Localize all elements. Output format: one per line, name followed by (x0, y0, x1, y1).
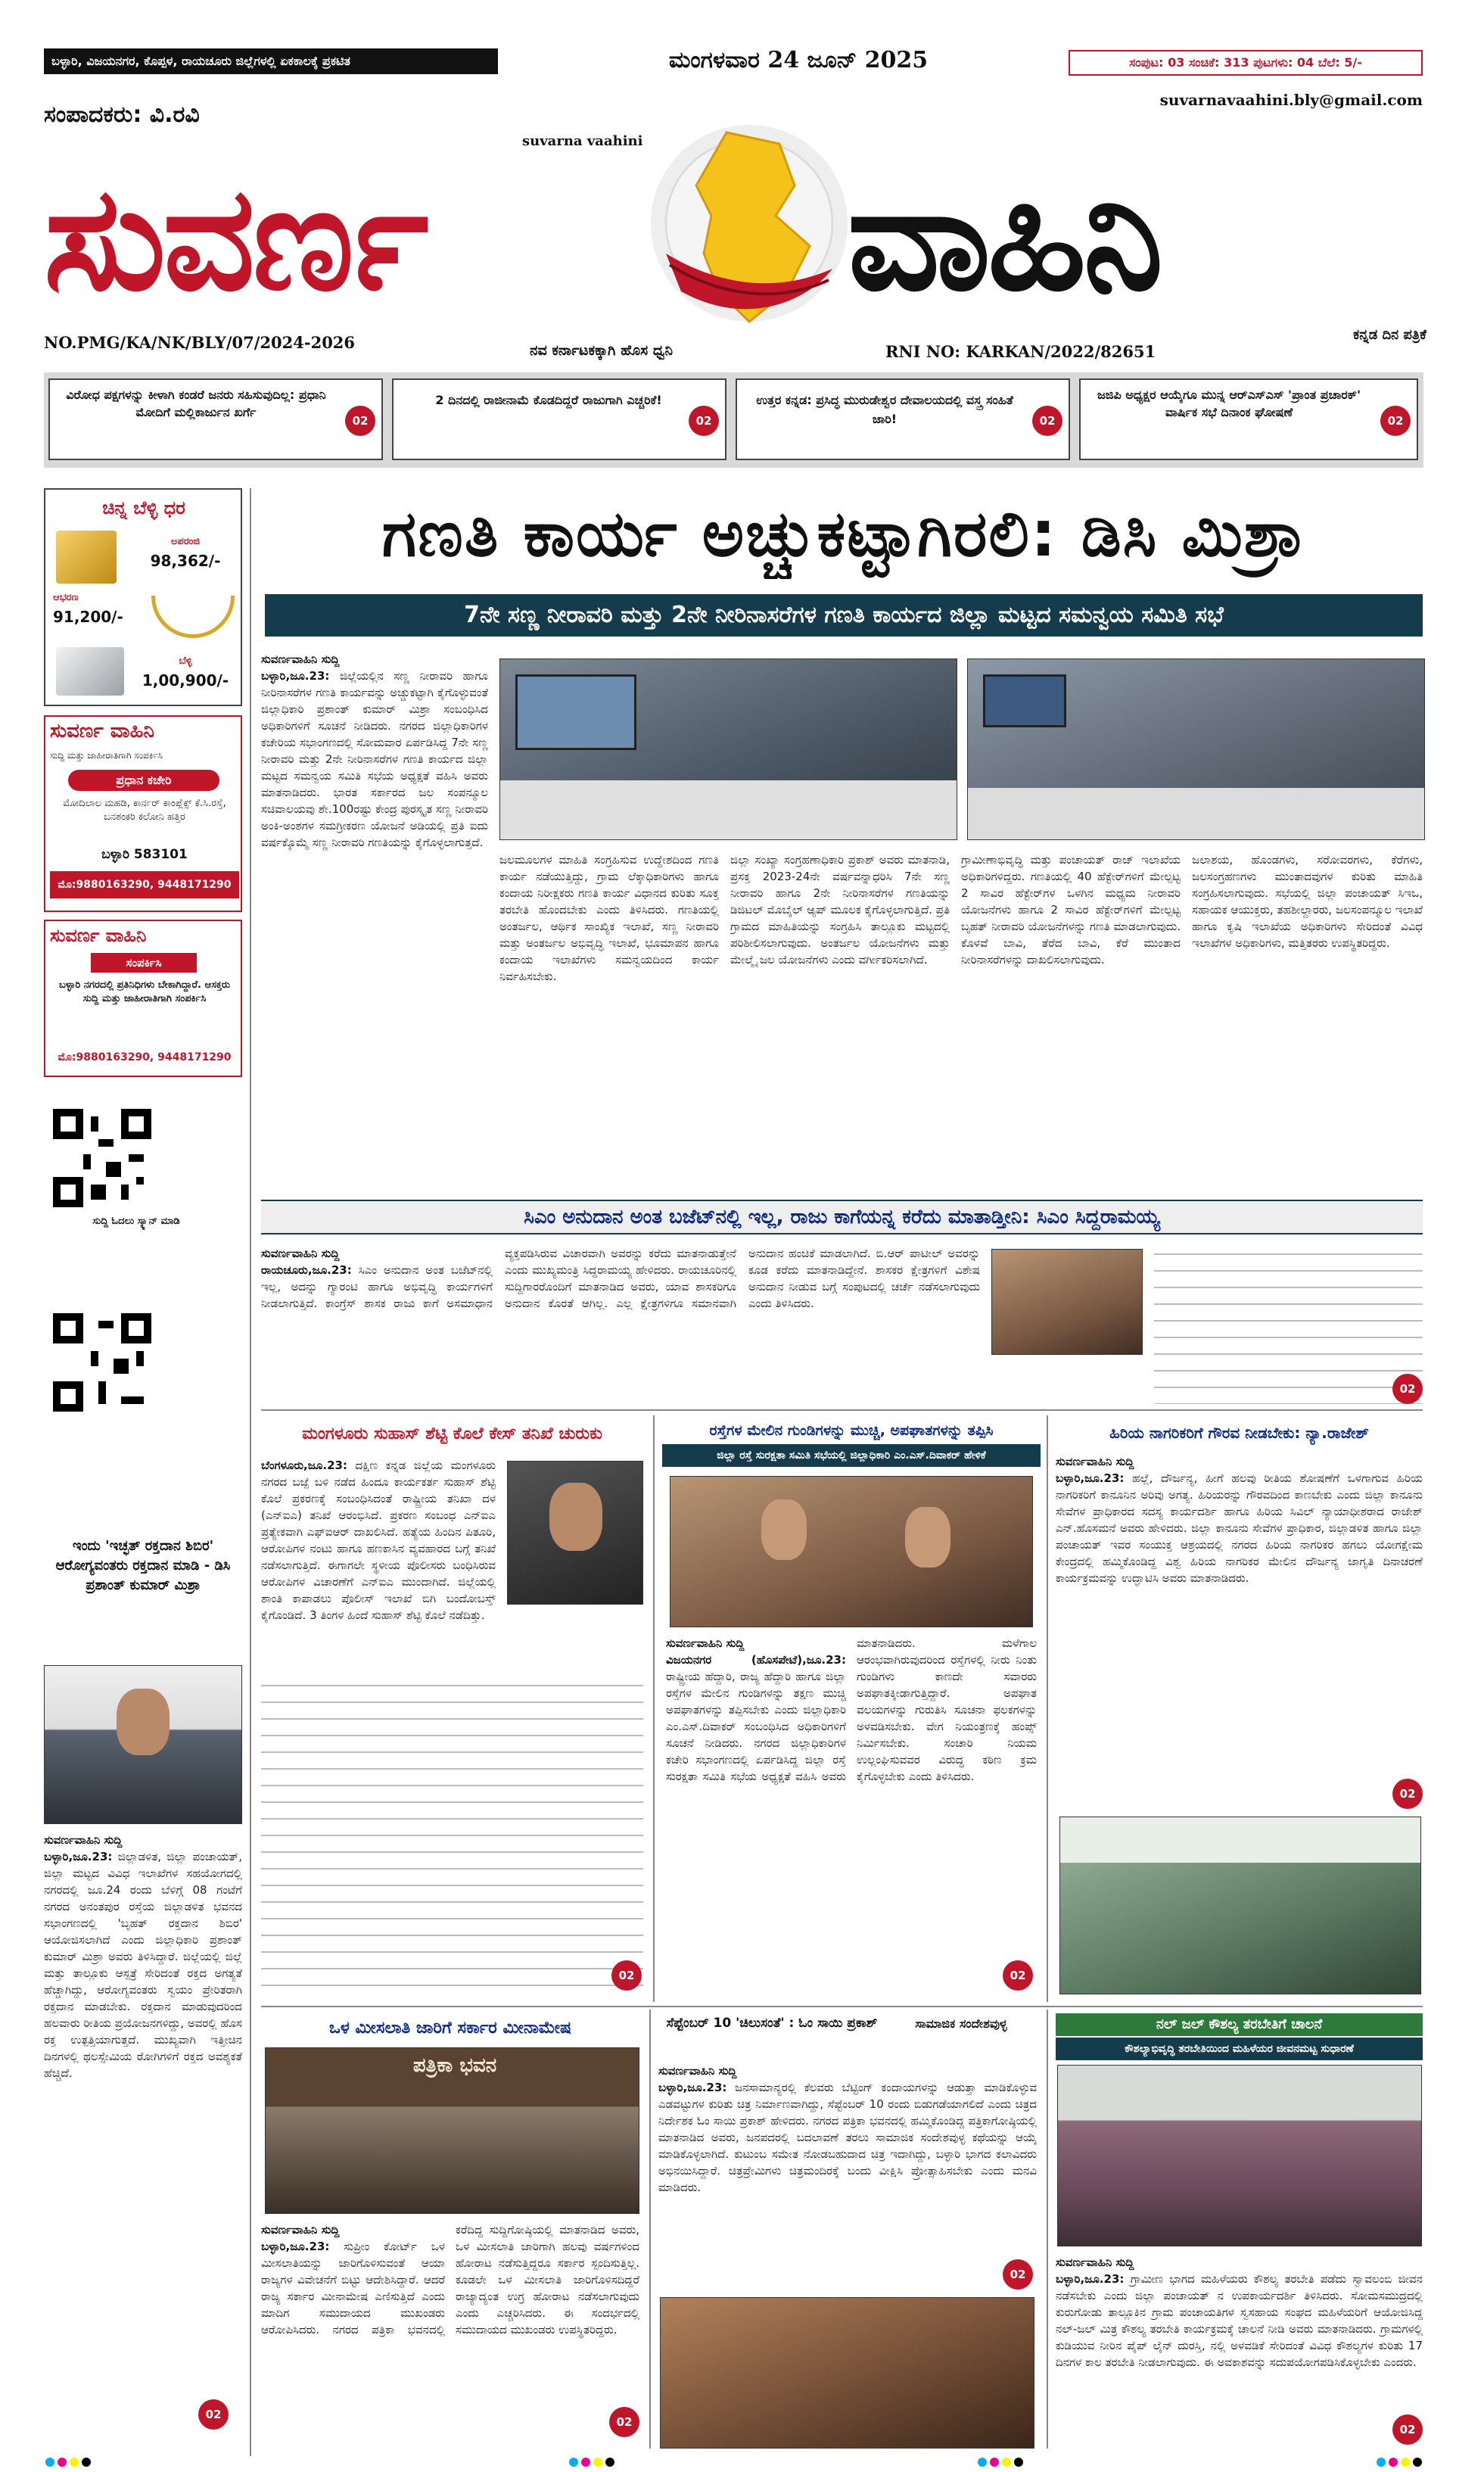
reg-number: NO.PMG/KA/NK/BLY/07/2024-2026 (44, 333, 356, 352)
dateline: ಬಳ್ಳಾರಿ,ಜೂ.23: (261, 2240, 330, 2253)
film-headline-right: ಸಾಮಾಜಿಕ ಸಂದೇಶವುಳ್ಳ (915, 2016, 1007, 2031)
film-headline: ಸೆಪ್ಟೆಂಬರ್ 10 'ಚಿಲುಸಂತೆ' : ಓಂ ಸಾಯಿ ಪ್ರಕಾಶ್ (666, 2016, 878, 2031)
main-subhead: 7ನೇ ಸಣ್ಣ ನೀರಾವರಿ ಮತ್ತು 2ನೇ ನೀರಿನಾಸರೆಗಳ ಗಣತಿ ಕಾರ್ಯದ ಜಿಲ್ಲಾ ಮಟ್ಟದ ಸಮನ್ವಯ ಸಮಿತಿ ಸಭೆ (265, 594, 1423, 637)
skill-headline: ನಲ್ ಜಲ್ ಕೌಶಲ್ಯ ತರಬೇತಿಗೆ ಚಾಲನೆ (1056, 2013, 1423, 2036)
silver-bars-icon (56, 647, 124, 696)
advertisement-contact (44, 715, 242, 912)
dateline: ವಿಜಯನಗರ (ಹೊಸಪೇಟೆ),ಜೂ.23: (666, 1653, 846, 1667)
dateline: ಬೆಂಗಳೂರು,ಜೂ.23: (261, 1459, 347, 1472)
minister-headline: ಒಳ ಮೀಸಲಾತಿ ಜಾರಿಗೆ ಸರ್ಕಾರ ಮೀನಾಮೇಷ (329, 2019, 571, 2038)
ad-brand: ಸುವರ್ಣ ವಾಹಿನಿ (50, 720, 154, 743)
registration-dots-icon (44, 2457, 1423, 2467)
byline: ಸುವರ್ಣವಾಹಿನಿ ಸುದ್ದಿ (261, 1247, 340, 1260)
teaser-strip (44, 372, 1423, 468)
main-story-col4: ಗ್ರಾಮೀಣಾಭಿವೃದ್ಧಿ ಮತ್ತು ಪಂಚಾಯತ್ ರಾಜ್ ಇಲಾಖೆಯ ಅಧಿಕಾರಿಗಳಿದ್ದರು. ಗಣತಿಯಲ್ಲಿ 40 ಹೆಕ್ಟೇರ್‌ಗಳಿಗೆ ಮೇಲ್ಪಟ್ಟ 2 ಸಾವಿರ ಹೆಕ್ಟೇರ್‌ಗಳ ಒಳಗಿನ ಮಧ್ಯಮ ನೀರಾವರಿ ಯೋಜನೆಗಳು ಹಾಗೂ 2 ಸಾವಿರ ಹೆಕ್ಟೇರ್‌ಗಳಿಗೆ ಮೇಲ್ಪಟ್ಟ ಬೃಹತ್ ನೀರಾವರಿ ಯೋಜನೆಗಳನ್ನು ಗಣತಿ ಮಾಡಲಾಗುವುದು. ಕೊಳವೆ ಬಾವಿ, ತೆರೆದ ಬಾವಿ, ಕೆರೆ ಮುಂತಾದ ನೀರಿನಾಸರೆಗಳನ್ನು ದಾಖಲಿಸಲಾಗುವುದು. (961, 853, 1181, 967)
dateline: ಬಳ್ಳಾರಿ,ಜೂ.23: (1056, 1471, 1125, 1485)
senior-headline: ಹಿರಿಯ ನಾಗರಿಕರಿಗೆ ಗೌರವ ನೀಡಬೇಕು: ನ್ಯಾ.ರಾಜೇಶ್ (1109, 1424, 1369, 1442)
cm-photo (991, 1249, 1143, 1355)
ganja-subhead: ಜಿಲ್ಲಾ ರಸ್ತೆ ಸುರಕ್ಷತಾ ಸಮಿತಿ ಸಭೆಯಲ್ಲಿ ಜಿಲ್ಲಾಧಿಕಾರಿ ಎಂ.ಎಸ್.ದಿವಾಕರ್ ಹೇಳಿಕೆ (662, 1444, 1041, 1467)
dateline: ಬಳ್ಳಾರಿ,ಜೂ.23: (658, 2081, 727, 2094)
rate-label: ಆಭರಣ (53, 592, 79, 603)
column-divider (1047, 2010, 1048, 2449)
byline: ಸುವರ್ಣವಾಹಿನಿ ಸುದ್ದಿ (261, 2223, 340, 2237)
presentation-screen (515, 674, 636, 750)
advertisement-recruit (44, 920, 242, 1077)
suhas-story-cont (261, 1677, 643, 1994)
film-press-photo (660, 2297, 1034, 2449)
rate-value: 91,200/- (53, 608, 123, 626)
gold-bars-icon (56, 531, 117, 584)
teaser-card[interactable] (392, 378, 726, 460)
qr-code-icon (53, 1109, 151, 1207)
byline: ಸುವರ್ಣವಾಹಿನಿ ಸುದ್ದಿ (666, 1636, 745, 1650)
suhas-photo (507, 1461, 643, 1605)
issue-date: ಮಂಗಳವಾರ 24 ಜೂನ್ 2025 (668, 47, 929, 73)
issue-info (1069, 50, 1423, 76)
article-body: ಜಿಲ್ಲೆಯಲ್ಲಿನ ಸಣ್ಣ ನೀರಾವರಿ ಹಾಗೂ ನೀರಿನಾಸರೆಗಳ ಗಣತಿ ಕಾರ್ಯವನ್ನು ಅಚ್ಚುಕಟ್ಟಾಗಿ ಕೈಗೊಳ್ಳುವಂತೆ ಜಿಲ್ಲಾಧಿಕಾರಿ ಪ್ರಶಾಂತ್ ಕುಮಾರ್ ಮಿಶ್ರಾ ಸಂಬಂಧಿಸಿದ ಅಧಿಕಾರಿಗಳಿಗೆ ಸೂಚನೆ ನೀಡಿದರು. ನಗರದ ಜಿಲ್ಲಾಧಿಕಾರಿಗಳ ಕಚೇರಿಯ ಸಭಾಂಗಣದಲ್ಲಿ ಸೋಮವಾರ ಏರ್ಪಡಿಸಿದ್ದ 7ನೇ ಸಣ್ಣ ನೀರಾವರಿ ಮತ್ತು 2ನೇ ನೀರಿನಾಸರೆಗಳ ಗಣತಿ ಕಾರ್ಯದ ಜಿಲ್ಲಾ ಮಟ್ಟದ ಸಮನ್ವಯ ಸಮಿತಿ ಸಭೆಯ ಅಧ್ಯಕ್ಷತೆ ವಹಿಸಿ ಅವರು ಮಾತನಾಡಿದರು. ಭಾರತ ಸರ್ಕಾರದ ಜಲ ಸಂಪನ್ಮೂಲ ಸಚಿವಾಲಯವು ಶೇ.100ರಷ್ಟು ಕೇಂದ್ರ ಪುರಸ್ಕೃತ ಸಣ್ಣ ನೀರಾವರಿ ಅಂಕಿ-ಅಂಶಗಳ ಸಮಗ್ರೀಕರಣ ಯೋಜನೆ ಅಡಿಯಲ್ಲಿ ಪ್ರತಿ ಐದು ವರ್ಷಕ್ಕೊಮ್ಮೆ ಸಣ್ಣ ನೀರಾವರಿ ಗಣತಿಯನ್ನು ಕೈಗೊಳ್ಳಲಾಗುತ್ತದೆ. (261, 669, 488, 849)
minister-story (261, 2221, 639, 2449)
teaser-text: ಉತ್ತರ ಕನ್ನಡ: ಪ್ರಸಿದ್ಧ ಮುರುಡೇಶ್ವರ ದೇವಾಲಯದಲ್ಲಿ ವಸ್ತ್ರ ಸಂಹಿತೆ ಜಾರಿ! (756, 393, 1013, 426)
main-story-col5: ಜಲಾಶಯ, ಹೊಂಡಗಳು, ಸರೋವರಗಳು, ಕೆರೆಗಳು, ಜಲಸಂಗ್ರಹಣಗಳು ಮುಂತಾದವುಗಳ ಕುರಿತು ಮಾಹಿತಿ ಸಂಗ್ರಹಿಸಲಾಗುವುದು. ಸಭೆಯಲ್ಲಿ ಜಿಲ್ಲಾ ಪಂಚಾಯತ್ ಸಿಇಒ, ಸಹಾಯಕ ಆಯುಕ್ತರು, ತಹಶೀಲ್ದಾರರು, ಜಲಸಂಪನ್ಮೂಲ ಇಲಾಖೆ ಹಾಗೂ ಕೃಷಿ ಇಲಾಖೆಯ ಅಧಿಕಾರಿಗಳು ಸೇರಿದಂತೆ ವಿವಿಧ ಇಲಾಖೆಗಳ ಅಧಿಕಾರಿಗಳು, ಮತ್ತಿತರರು ಉಪಸ್ಥಿತರಿದ್ದರು. (1192, 853, 1423, 950)
suhas-story-lead (261, 1457, 496, 1669)
article-body: ದಕ್ಷಿಣ ಕನ್ನಡ ಜಿಲ್ಲೆಯ ಮಂಗಳೂರು ನಗರದ ಬಜ್ಪೆ ಬಳಿ ನಡೆದ ಹಿಂದೂ ಕಾರ್ಯಕರ್ತ ಸುಹಾಸ್ ಶೆಟ್ಟಿ ಕೊಲೆ ಪ್ರಕರಣಕ್ಕೆ ಸಂಬಂಧಿಸಿದಂತೆ ರಾಷ್ಟ್ರೀಯ ತನಿಖಾ ದಳ (ಎನ್‌ಐಎ) ತನಿಖೆ ಆರಂಭಿಸಿದೆ. ಪ್ರಕರಣ ಸಂಬಂಧ ಎನ್‌ಐಎ ಪ್ರತ್ಯೇಕವಾಗಿ ಎಫ್‌ಐಆರ್ ದಾಖಲಿಸಿದೆ. ಹತ್ಯೆಯ ಹಿಂದಿನ ಪಿತೂರಿ, ಆರೋಪಿಗಳ ನಂಟು ಹಾಗೂ ಹಣಕಾಸಿನ ವ್ಯವಹಾರದ ಬಗ್ಗೆ ತನಿಖೆ ನಡೆಸಲಾಗುತ್ತಿದೆ. ಈಗಾಗಲೇ ಸ್ಥಳೀಯ ಪೊಲೀಸರು ಬಂಧಿಸಿರುವ ಆರೋಪಿಗಳ ವಿಚಾರಣೆಗೆ ಎನ್‌ಐಎ ಮುಂದಾಗಿದೆ. ಜಿಲ್ಲೆಯಲ್ಲಿ ಶಾಂತಿ ಕಾಪಾಡಲು ಪೊಲೀಸ್ ಇಲಾಖೆ ಬಿಗಿ ಬಂದೋಬಸ್ತ್ ಕೈಗೊಂಡಿದೆ. 3 ತಿಂಗಳ ಹಿಂದೆ ಸುಹಾಸ್ ಶೆಟ್ಟಿ ಕೊಲೆ ನಡೆದಿತ್ತು. (261, 1459, 496, 1622)
presentation-screen (983, 674, 1066, 727)
byline: ಸುವರ್ಣವಾಹಿನಿ ಸುದ್ದಿ (658, 2064, 737, 2078)
ad-subtitle: ಸುದ್ದಿ ಮತ್ತು ಜಾಹೀರಾತಿಗಾಗಿ ಸಂಪರ್ಕಿಸಿ (50, 750, 163, 761)
brand-small: suvarna vaahini (522, 133, 643, 149)
left-column-divider (250, 488, 251, 2456)
ad-phone[interactable]: ಮೊ:9880163290, 9448171290 (50, 871, 239, 898)
cm-headline: ಸಿಎಂ ಅನುದಾನ ಅಂತ ಬಜೆಟ್‌ನಲ್ಲಿ ಇಲ್ಲ, ರಾಜು ಕಾಗೆಯನ್ನ ಕರೆದು ಮಾತಾಡ್ತೀನಿ: ಸಿಎಂ ಸಿದ್ದರಾಮಯ್ಯ (261, 1200, 1423, 1234)
issue-info-text: ಸಂಪುಟ: 03 ಸಂಚಿಕೆ: 313 ಪುಟಗಳು: 04 ಬೆಲೆ: 5/- (1129, 55, 1362, 70)
article-body: ಸುಪ್ರೀಂ ಕೋರ್ಟ್ ಒಳ ಮೀಸಲಾತಿಯನ್ನು ಜಾರಿಗೊಳಿಸುವಂತೆ ಆಯಾ ರಾಜ್ಯಗಳ ವಿವೇಚನೆಗೆ ಬಿಟ್ಟು ಆದೇಶಿಸಿದ್ದಾರೆ. ಆದರೆ ರಾಜ್ಯ ಸರ್ಕಾರ ಮೀನಾಮೇಷ ಎಣಿಸುತ್ತಿದೆ ಎಂದು ಮಾದಿಗ ಸಮುದಾಯದ ಮುಖಂಡರು ಆರೋಪಿಸಿದರು. ನಗರದ ಪತ್ರಿಕಾ ಭವನದಲ್ಲಿ ಕರೆದಿದ್ದ ಸುದ್ದಿಗೋಷ್ಠಿಯಲ್ಲಿ ಮಾತನಾಡಿದ ಅವರು, ಒಳ ಮೀಸಲಾತಿ ಜಾರಿಗಾಗಿ ಹಲವು ವರ್ಷಗಳಿಂದ ಹೋರಾಟ ನಡೆಸುತ್ತಿದ್ದರೂ ಸರ್ಕಾರ ಸ್ಪಂದಿಸುತ್ತಿಲ್ಲ. ಕೂಡಲೇ ಒಳ ಮೀಸಲಾತಿ ಜಾರಿಗೊಳಿಸದಿದ್ದರೆ ರಾಜ್ಯಾದ್ಯಂತ ಉಗ್ರ ಹೋರಾಟ ನಡೆಸಲಾಗುವುದು ಎಂದು ಎಚ್ಚರಿಸಿದರು. ಈ ಸಂದರ್ಭದಲ್ಲಿ ಸಮುದಾಯದ ಮುಖಂಡರು ಉಪಸ್ಥಿತರಿದ್ದರು. (261, 2223, 639, 2337)
qr-caption: ಸುದ್ದಿ ಓದಲು ಸ್ಕ್ಯಾನ್ ಮಾಡಿ (92, 1216, 180, 1227)
article-body: ಗ್ರಾಮೀಣ ಭಾಗದ ಮಹಿಳೆಯರು ಕೌಶಲ್ಯ ತರಬೇತಿ ಪಡೆದು ಸ್ವಾವಲಂಬಿ ಜೀವನ ನಡೆಸಬೇಕು ಎಂದು ಜಿಲ್ಲಾ ಪಂಚಾಯತ್ ನ ಉಪಕಾರ್ಯದರ್ಶಿ ತಿಳಿಸಿದರು. ಸೋಮಸಮುದ್ರದಲ್ಲಿ ಕುರುಗೋಡು ತಾಲ್ಲೂಕಿನ ಗ್ರಾಮ ಪಂಚಾಯತಿಗಳ ಸ್ವಸಹಾಯ ಸಂಘದ ಮಹಿಳೆಯರಿಗೆ ಆಯೋಜಿಸಿದ್ದ ನಲ್-ಜಲ್ ಮಿತ್ರ ಕೌಶಲ್ಯ ತರಬೇತಿ ಕಾರ್ಯಕ್ರಮಕ್ಕೆ ಚಾಲನೆ ನೀಡಿ ಅವರು ಮಾತನಾಡಿದರು. ಗ್ರಾಮಗಳಲ್ಲಿ ಕುಡಿಯುವ ನೀರಿನ ಪೈಪ್ ಲೈನ್ ದುರಸ್ತಿ, ನಲ್ಲಿ ಅಳವಡಿಕೆ ಸೇರಿದಂತೆ ವಿವಿಧ ಕೌಶಲ್ಯಗಳ ಕುರಿತು 17 ದಿನಗಳ ಕಾಲ ತರಬೇತಿ ನೀಡಲಾಗುವುದು. ಈ ಅವಕಾಶವನ್ನು ಸದುಪಯೋಗಪಡಿಸಿಕೊಳ್ಳಬೇಕು ಎಂದರು. (1056, 2272, 1423, 2369)
byline: ಸುವರ್ಣವಾಹಿನಿ ಸುದ್ದಿ (1056, 1455, 1134, 1468)
gold-necklace-icon (151, 596, 235, 638)
ad-brand: ಸುವರ್ಣ ವಾಹಿನಿ (50, 924, 147, 946)
article-body: ಜನಸಾಮಾನ್ಯರಲ್ಲಿ ಕೆಲವರು ಬೆಟ್ಟಿಂಗ್ ಕಂದಾಯಗಳನ್ನು ಆಡುತ್ತಾ ಮಾಡಿಕೊಳ್ಳುವ ಎಡವಟ್ಟುಗಳ ಕುರಿತು ಚಿತ್ರ ನಿರ್ಮಾಣವಾಗಿದ್ದು, ಸೆಪ್ಟೆಂಬರ್ 10 ರಂದು ಬಿಡುಗಡೆಯಾಗಲಿದೆ ಎಂದು ಚಿತ್ರದ ನಿರ್ದೇಶಕ ಓಂ ಸಾಯಿ ಪ್ರಕಾಶ್ ಹೇಳಿದರು. ನಗರದ ಪತ್ರಿಕಾ ಭವನದಲ್ಲಿ ಹಮ್ಮಿಕೊಂಡಿದ್ದ ಪತ್ರಿಕಾಗೋಷ್ಠಿಯಲ್ಲಿ ಮಾತನಾಡಿದ ಅವರು, ಜನಪದರಲ್ಲಿ ಬದಲಾವಣೆ ತರಲು ಸಾಮಾಜಿಕ ಸಂದೇಶವುಳ್ಳ ಕಥೆಯನ್ನು ಆಯ್ಕೆ ಮಾಡಿಕೊಳ್ಳಲಾಗಿದೆ. ಕುಟುಂಬ ಸಮೇತ ನೋಡಬಹುದಾದ ಚಿತ್ರ ಇದಾಗಿದ್ದು, ಬಳ್ಳಾರಿ ಭಾಗದ ಕಲಾವಿದರು ಅಭಿನಯಿಸಿದ್ದಾರೆ. ಚಿತ್ರಪ್ರೇಮಿಗಳು ಚಿತ್ರಮಂದಿರಕ್ಕೆ ಬಂದು ವೀಕ್ಷಿಸಿ ಪ್ರೋತ್ಸಾಹಿಸಬೇಕು ಎಂದು ಮನವಿ ಮಾಡಿದರು. (658, 2081, 1037, 2194)
road-meeting-photo (670, 1476, 1033, 1627)
film-story (658, 2063, 1037, 2290)
continued-badge: 02 (609, 2407, 639, 2437)
continued-badge: 02 (1003, 1960, 1033, 1991)
ad-contact-label: ಸಂಪರ್ಕಿಸಿ (91, 953, 197, 973)
skill-story (1056, 2254, 1423, 2447)
cm-story-right (1154, 1245, 1423, 1404)
rni-number: RNI NO: KARKAN/2022/82651 (885, 342, 1156, 361)
masthead-title-right: ವಾಹಿನಿ (848, 154, 1161, 322)
teaser-page-badge: 02 (1380, 406, 1411, 436)
dateline: ಬಳ್ಳಾರಿ,ಜೂ.23: (261, 669, 330, 683)
continued-badge: 02 (1392, 2414, 1423, 2445)
main-story-col2: ಜಲಮೂಲಗಳ ಮಾಹಿತಿ ಸಂಗ್ರಹಿಸುವ ಉದ್ದೇಶದಿಂದ ಗಣತಿ ಕಾರ್ಯ ನಡೆಯುತ್ತಿದ್ದು, ಗ್ರಾಮ ಲೆಕ್ಕಾಧಿಕಾರಿಗಳು ಹಾಗೂ ಕಂದಾಯ ನಿರೀಕ್ಷಕರು ಗಣತಿ ಕಾರ್ಯ ವಿಧಾನದ ಕುರಿತು ಸೂಕ್ತ ತರಬೇತಿ ಹೊಂದಬೇಕು ಎಂದು ತಿಳಿಸಿದರು. ಗಣತಿಯಲ್ಲಿ ಅಂತರ್ಜಲ, ಆರ್ಥಿಕ ಸಾಂಖ್ಯಿಕ ಇಲಾಖೆ, ಸಣ್ಣ ನೀರಾವರಿ ಮತ್ತು ಅಂತರ್ಜಲ ಅಭಿವೃದ್ಧಿ ಇಲಾಖೆ, ಭೂಮಾಪನ ಹಾಗೂ ಕಂದಾಯ ಇಲಾಖೆಗಳು ಸಮನ್ವಯದಿಂದ ಕಾರ್ಯ ನಿರ್ವಹಿಸಬೇಕು. (499, 853, 719, 983)
rate-label: ಅಪರಂಜಿ (170, 536, 201, 547)
ganja-story (666, 1635, 1037, 1991)
cm-story-left (261, 1245, 980, 1404)
rate-label: ಬೆಳ್ಳಿ (179, 655, 192, 667)
teaser-text: ಜಜಿಪಿ ಅಧ್ಯಕ್ಷರ ಆಯ್ಕೆಗೂ ಮುನ್ನ ಆರ್‌ಎಸ್‌ಎಸ್ 'ಪ್ರಾಂತ ಪ್ರಚಾರಕ್' ವಾರ್ಷಿಕ ಸಭೆ ದಿನಾಂಕ ಘೋಷಣೆ (1097, 388, 1361, 419)
portrait-head (117, 1689, 170, 1755)
gold-rate-box (44, 488, 242, 706)
print-registration-marks (44, 2456, 1423, 2467)
main-headline: ಗಣತಿ ಕಾರ್ಯ ಅಚ್ಚುಕಟ್ಟಾಗಿರಲಿ: ಡಿಸಿ ಮಿಶ್ರಾ (381, 497, 1306, 571)
continued-badge: 02 (198, 2399, 229, 2430)
blood-story (44, 1832, 242, 2445)
teaser-text: 2 ದಿನದಲ್ಲಿ ರಾಜೀನಾಮೆ ಕೊಡದಿದ್ದರೆ ರಾಜುಗಾಗಿ ಎಚ್ಚರಿಕೆ! (435, 393, 662, 407)
article-body: ಸಿಎಂ ಅನುದಾನ ಅಂತ ಬಜೆಟ್‌ನಲ್ಲಿ ಇಲ್ಲ, ಅದನ್ನು ಗ್ಯಾರಂಟಿ ಹಾಗೂ ಅಭಿವೃದ್ಧಿ ಕಾರ್ಯಗಳಿಗೆ ನೀಡಲಾಗುತ್ತಿದೆ. ಕಾಂಗ್ರೆಸ್ ಶಾಸಕ ರಾಜು ಕಾಗೆ ಅಸಮಾಧಾನ ವ್ಯಕ್ತಪಡಿಸಿರುವ ವಿಚಾರವಾಗಿ ಅವರನ್ನು ಕರೆದು ಮಾತನಾಡುತ್ತೇನೆ ಎಂದು ಮುಖ್ಯಮಂತ್ರಿ ಸಿದ್ದರಾಮಯ್ಯ ಹೇಳಿದರು. ರಾಯಚೂರಿನಲ್ಲಿ ಸುದ್ದಿಗಾರರೊಂದಿಗೆ ಮಾತನಾಡಿದ ಅವರು, ಯಾವ ಶಾಸಕರಿಗೂ ಅನುದಾನ ಕೊರತೆ ಆಗಿಲ್ಲ. ಎಲ್ಲ ಕ್ಷೇತ್ರಗಳಿಗೂ ಸಮಾನವಾಗಿ ಅನುದಾನ ಹಂಚಿಕೆ ಮಾಡಲಾಗಿದೆ. ಬಿ.ಆರ್ ಪಾಟೀಲ್ ಅವರನ್ನು ಕೂಡ ಕರೆದು ಮಾತನಾಡಿದ್ದೇನೆ. ಶಾಸಕರ ಕ್ಷೇತ್ರಗಳಿಗೆ ವಿಶೇಷ ಅನುದಾನ ನೀಡುವ ಬಗ್ಗೆ ಸಂಪುಟದಲ್ಲಿ ಚರ್ಚೆ ನಡೆಸಲಾಗುವುದು ಎಂದು ತಿಳಿಸಿದರು. (261, 1247, 980, 1310)
edition-bar (44, 48, 498, 74)
ad-address: ಮೋದಿಲಾಲ ಮಹಡಿ, ಕಾರ್ನರ್ ಕಾಂಪ್ಲೆಕ್ಸ್ ಕೆ.ಸಿ.ರಸ್ತೆ, ಬನಶಂಕರಿ ಕಲೋನಿ ಹತ್ತಿರ (63, 798, 226, 823)
tagline: ನವ ಕರ್ನಾಟಕಕ್ಕಾಗಿ ಹೊಸ ಧ್ವನಿ (530, 342, 674, 359)
dateline: ಬಳ್ಳಾರಿ,ಜೂ.23: (44, 1850, 113, 1863)
gold-rate-title: ಚಿನ್ನ ಬೆಳ್ಳಿ ಧರ (102, 497, 185, 518)
teaser-page-badge: 02 (1032, 406, 1062, 436)
press-club-sign: ಪತ್ರಿಕಾ ಭವನ (412, 2054, 497, 2077)
senior-event-photo (1059, 1817, 1421, 1994)
byline: ಸುವರ್ಣವಾಹಿನಿ ಸುದ್ದಿ (44, 1833, 123, 1847)
press-meet-photo (265, 2047, 639, 2214)
column-divider (1047, 1415, 1048, 2002)
training-group-photo (1057, 2065, 1422, 2246)
main-story-col1 (261, 651, 488, 1181)
qr-code-icon (53, 1313, 151, 1412)
dateline: ರಾಯಚೂರು,ಜೂ.23: (261, 1263, 352, 1277)
article-body: ಹಲ್ಲೆ, ದೌರ್ಜನ್ಯ, ಹೀಗೆ ಹಲವು ರೀತಿಯ ಶೋಷಣೆಗೆ ಒಳಗಾಗುವ ಹಿರಿಯ ನಾಗರಿಕರಿಗೆ ಕಾನೂನಿನ ಅರಿವು ಅಗತ್ಯ. ಹಿರಿಯರನ್ನು ಗೌರವದಿಂದ ಕಾಣಬೇಕು ಎಂದು ಜಿಲ್ಲಾ ಕಾನೂನು ಸೇವೆಗಳ ಪ್ರಾಧಿಕಾರದ ಸದಸ್ಯ ಕಾರ್ಯದರ್ಶಿ ಹಾಗೂ ಹಿರಿಯ ಸಿವಿಲ್ ನ್ಯಾಯಾಧೀಶರಾದ ರಾಜೇಶ್ ಎನ್.ಹೊಸಮನೆ ಅವರು ಹೇಳಿದರು. ಜಿಲ್ಲಾ ಕಾನೂನು ಸೇವೆಗಳ ಪ್ರಾಧಿಕಾರ, ಜಿಲ್ಲಾಡಳಿತ ಹಾಗೂ ಜಿಲ್ಲಾ ಪಂಚಾಯತ್ ಇವರ ಸಂಯುಕ್ತ ಆಶ್ರಯದಲ್ಲಿ ನಗರದ ಹಿರಿಯ ನಾಗರಿಕರ ಹಗಲು ಯೋಗಕ್ಷೇಮ ಕೇಂದ್ರದಲ್ಲಿ ಹಮ್ಮಿಕೊಂಡಿದ್ದ ವಿಶ್ವ ಹಿರಿಯ ನಾಗರಿಕರ ಮೇಲಿನ ದೌರ್ಜನ್ಯ ಜಾಗೃತಿ ದಿನಾಚರಣೆ ಕಾರ್ಯಕ್ರಮವನ್ನು ಉದ್ಘಾಟಿಸಿ ಅವರು ಮಾತನಾಡಿದರು. (1056, 1471, 1423, 1585)
teaser-page-badge: 02 (345, 406, 375, 436)
continued-badge: 02 (1392, 1374, 1423, 1404)
conference-table (968, 788, 1425, 840)
portrait-head (905, 1507, 950, 1568)
masthead-title-left: ಸುವರ್ಣ (44, 154, 426, 322)
edition-line: ಬಳ್ಳಾರಿ, ವಿಜಯನಗರ, ಕೊಪ್ಪಳ, ರಾಯಚೂರು ಜಿಲ್ಲೆಗಳಲ್ಲಿ ಏಕಕಾಲಕ್ಕೆ ಪ್ರಕಟಿತ (51, 54, 350, 68)
rate-value: 98,362/- (150, 552, 221, 570)
meeting-photo (967, 658, 1425, 840)
qr-code[interactable] (53, 1109, 151, 1207)
article-body: ಜಿಲ್ಲಾಡಳಿತ, ಜಿಲ್ಲಾ ಪಂಚಾಯತ್, ಜಿಲ್ಲಾ ಮಟ್ಟದ ವಿವಿಧ ಇಲಾಖೆಗಳ ಸಹಯೋಗದಲ್ಲಿ ನಗರದಲ್ಲಿ ಜೂ.24 ರಂದು ಬೆಳಿಗ್ಗೆ 08 ಗಂಟೆಗೆ ನಗರದ ಅನಂತಪುರ ರಸ್ತೆಯ ಜಿಲ್ಲಾಡಳಿತ ಭವನದ ಸಭಾಂಗಣದಲ್ಲಿ 'ಬೃಹತ್ ರಕ್ತದಾನ ಶಿಬಿರ' ಆಯೋಜಿಸಲಾಗಿದೆ ಎಂದು ಜಿಲ್ಲಾಧಿಕಾರಿ ಪ್ರಶಾಂತ್ ಕುಮಾರ್ ಮಿಶ್ರಾ ಅವರು ತಿಳಿಸಿದ್ದಾರೆ. ಜಿಲ್ಲೆಯಲ್ಲಿ ಜಿಲ್ಲೆ ಮತ್ತು ತಾಲ್ಲೂಕು ಆಸ್ಪತ್ರೆ ಸೇರಿದಂತೆ ರಕ್ತದ ಅಗತ್ಯತೆ ಹೆಚ್ಚಾಗಿದ್ದು, ಆರೋಗ್ಯವಂತರು ಸ್ವಯಂ ಪ್ರೇರಿತರಾಗಿ ರಕ್ತದಾನ ಮಾಡಬೇಕು. ರಕ್ತದಾನ ಮಾಡುವುದರಿಂದ ಹಲವಾರು ರೀತಿಯ ಪ್ರಯೋಜನಗಳಿದ್ದು, ಅವರಲ್ಲಿ ಹೊಸ ರಕ್ತ ಉತ್ಪತ್ತಿಯಾಗುತ್ತದೆ. ಮುಖ್ಯವಾಗಿ ಇತ್ತೀಚಿನ ದಿನಗಳಲ್ಲಿ ಥಲಸ್ಸೇಮಿಯ ರೋಗಿಗಳಿಗೆ ರಕ್ತದ ಅವಶ್ಯಕತೆ ಹೆಚ್ಚಿದೆ. (44, 1850, 242, 2080)
teaser-card[interactable] (736, 378, 1070, 460)
ad-city: ಬಳ್ಳಾರಿ 583101 (101, 847, 188, 862)
article-body: ರಾಷ್ಟ್ರೀಯ ಹೆದ್ದಾರಿ, ರಾಜ್ಯ ಹೆದ್ದಾರಿ ಹಾಗೂ ಜಿಲ್ಲಾ ರಸ್ತೆಗಳ ಮೇಲಿನ ಗುಂಡಿಗಳನ್ನು ತಕ್ಷಣ ಮುಚ್ಚಿ ಅಪಘಾತಗಳನ್ನು ತಪ್ಪಿಸಬೇಕು ಎಂದು ಜಿಲ್ಲಾಧಿಕಾರಿ ಎಂ.ಎಸ್.ದಿವಾಕರ್ ಸಂಬಂಧಿಸಿದ ಅಧಿಕಾರಿಗಳಿಗೆ ಸೂಚನೆ ನೀಡಿದರು. ನಗರದ ಜಿಲ್ಲಾಧಿಕಾರಿಗಳ ಕಚೇರಿ ಸಭಾಂಗಣದಲ್ಲಿ ಏರ್ಪಡಿಸಿದ್ದ ಜಿಲ್ಲಾ ರಸ್ತೆ ಸುರಕ್ಷತಾ ಸಮಿತಿ ಸಭೆಯ ಅಧ್ಯಕ್ಷತೆ ವಹಿಸಿ ಅವರು ಮಾತನಾಡಿದರು. ಮಳೆಗಾಲ ಆರಂಭವಾಗಿರುವುದರಿಂದ ರಸ್ತೆಗಳಲ್ಲಿ ನೀರು ನಿಂತು ಗುಂಡಿಗಳು ಕಾಣದೇ ಸವಾರರು ಅಪಘಾತಕ್ಕೀಡಾಗುತ್ತಿದ್ದಾರೆ. ಅಪಘಾತ ವಲಯಗಳನ್ನು ಗುರುತಿಸಿ ಸೂಚನಾ ಫಲಕಗಳನ್ನು ಅಳವಡಿಸಬೇಕು. ವೇಗ ನಿಯಂತ್ರಣಕ್ಕೆ ಹಂಪ್ಸ್ ನಿರ್ಮಿಸಬೇಕು. ಸಂಚಾರಿ ನಿಯಮ ಉಲ್ಲಂಘಿಸುವವರ ವಿರುದ್ಧ ಕಠಿಣ ಕ್ರಮ ಕೈಗೊಳ್ಳಬೇಕು ಎಂದು ತಿಳಿಸಿದರು. (666, 1636, 1037, 1783)
main-story-col3: ಜಿಲ್ಲಾ ಸಂಖ್ಯಾ ಸಂಗ್ರಹಣಾಧಿಕಾರಿ ಪ್ರಕಾಶ್ ಅವರು ಮಾತನಾಡಿ, ಪ್ರಸಕ್ತ 2023-24ನೇ ವರ್ಷವನ್ನಾಧರಿಸಿ 7ನೇ ಸಣ್ಣ ನೀರಾವರಿ ಹಾಗೂ 2ನೇ ನೀರಿನಾಸರೆಗಳ ಗಣತಿಯನ್ನು ಡಿಜಿಟಲ್ ಮೊಬೈಲ್ ಆ್ಯಪ್ ಮೂಲಕ ಕೈಗೊಳ್ಳಲಾಗುತ್ತಿದೆ. ಪ್ರತಿ ಗ್ರಾಮದ ಮಾಹಿತಿಯನ್ನು ಸಂಗ್ರಹಿಸಿ ತಾಲ್ಲೂಕು ಮಟ್ಟದಲ್ಲಿ ಪರಿಶೀಲಿಸಲಾಗುವುದು. ಅಂತರ್ಜಲ ಯೋಜನೆಗಳು ಮತ್ತು ಮೇಲ್ಮೈ ಜಲ ಯೋಜನೆಗಳು ಎಂದು ವರ್ಗೀಕರಿಸಲಾಗಿದೆ. (730, 853, 950, 967)
skill-subhead: ಕೌಶಲ್ಯಾಭಿವೃದ್ಧಿ ತರಬೇತಿಯಿಂದ ಮಹಿಳೆಯರ ಜೀವನಮಟ್ಟ ಸುಧಾರಣೆ (1056, 2038, 1423, 2060)
continued-badge: 02 (1003, 2259, 1033, 2290)
meeting-photo (499, 658, 957, 840)
banner (1060, 1817, 1421, 1863)
editor-name: ಸಂಪಾದಕರು: ವಿ.ರವಿ (44, 101, 200, 128)
rate-value: 1,00,900/- (142, 671, 229, 690)
ad-phone[interactable]: ಮೊ:9880163290, 9448171290 (58, 1051, 232, 1063)
ganja-headline: ರಸ್ತೆಗಳ ಮೇಲಿನ ಗುಂಡಿಗಳನ್ನು ಮುಚ್ಚಿ, ಅಪಘಾತಗಳನ್ನು ತಪ್ಪಿಸಿ (709, 1422, 994, 1439)
continued-badge: 02 (1392, 1779, 1423, 1809)
column-divider (653, 1415, 655, 2002)
teaser-page-badge: 02 (689, 406, 719, 436)
daily-label: ಕನ್ನಡ ದಿನ ಪತ್ರಿಕೆ (1353, 327, 1426, 343)
dc-portrait-photo (44, 1665, 242, 1824)
ad-office-label: ಪ್ರಧಾನ ಕಚೇರಿ (68, 770, 219, 791)
ad-recruit-body: ಬಳ್ಳಾರಿ ನಗರದಲ್ಲಿ ಪ್ರತಿನಿಧಿಗಳು ಬೇಕಾಗಿದ್ದಾರೆ. ಆಸಕ್ತರು ಸುದ್ದಿ ಮತ್ತು ಜಾಹೀರಾತಿಗಾಗಿ ಸಂಪರ್ಕಿಸಿ (59, 979, 230, 1004)
dateline: ಬಳ್ಳಾರಿ,ಜೂ.23: (1056, 2272, 1125, 2286)
qr-code[interactable] (53, 1313, 151, 1412)
continued-badge: 02 (611, 1960, 642, 1991)
conference-table (500, 780, 957, 840)
teaser-text: ವಿರೋಧ ಪಕ್ಷಗಳನ್ನು ಕೀಳಾಗಿ ಕಂಡರೆ ಜನರು ಸಹಿಸುವುದಿಲ್ಲ: ಪ್ರಧಾನಿ ಮೋದಿಗೆ ಮಲ್ಲಿಕಾರ್ಜುನ ಖರ್ಗೆ (66, 388, 326, 419)
column-divider (649, 2010, 651, 2449)
section-divider (261, 1409, 1423, 1411)
teaser-card[interactable] (1079, 378, 1418, 460)
section-divider (261, 2006, 1423, 2007)
portrait-head (549, 1483, 602, 1551)
byline: ಸುವರ್ಣವಾಹಿನಿ ಸುದ್ದಿ (1056, 2256, 1134, 2269)
senior-story (1056, 1453, 1423, 1809)
byline: ಸುವರ್ಣವಾಹಿನಿ ಸುದ್ದಿ (261, 652, 340, 666)
email-link[interactable]: suvarnavaahini.bly@gmail.com (1159, 91, 1423, 109)
suhas-headline: ಮಂಗಳೂರು ಸುಹಾಸ್ ಶೆಟ್ಟಿ ಕೊಲೆ ಕೇಸ್ ತನಿಖೆ ಚುರುಕು (302, 1424, 602, 1443)
portrait-head (761, 1499, 807, 1560)
teaser-card[interactable] (48, 378, 383, 460)
blood-donation-promo: ಇಂದು 'ಇಚ್ಛತ್ ರಕ್ತದಾನ ಶಿಬಿರ' ಆರೋಗ್ಯವಂತರು ರಕ್ತದಾನ ಮಾಡಿ - ಡಿಸಿ ಪ್ರಶಾಂತ್ ಕುಮಾರ್ ಮಿಶ್ರಾ (55, 1538, 231, 1593)
